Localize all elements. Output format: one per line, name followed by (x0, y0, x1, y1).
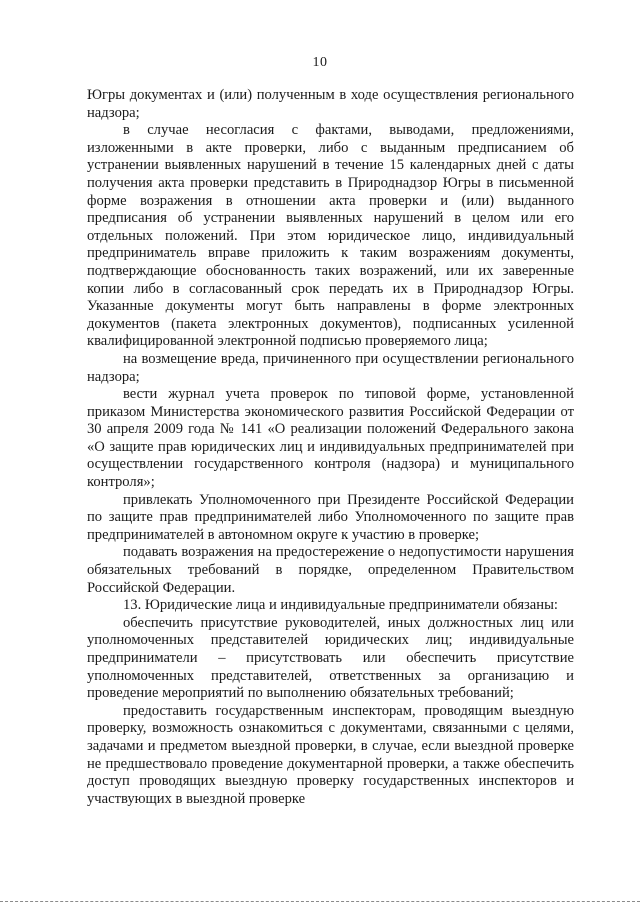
paragraph: на возмещение вреда, причиненного при осуществлении регионального надзора; (87, 350, 574, 385)
paragraph: привлекать Уполномоченного при Президенте Российской Федерации по защите прав предпринимателей либо Уполномоченного по защите прав предпринимателей в автономном округе к участию в проверке; (87, 491, 574, 543)
document-body (87, 87, 574, 808)
paragraph: подавать возражения на предостережение о недопустимости нарушения обязательных требований в порядке, определенном Правительством Российской Федерации. (87, 544, 574, 596)
paragraph: вести журнал учета проверок по типовой форме, установленной приказом Министерства экономического развития Российской Федерации от 30 апреля 2009 года № 141 «О реализации положений Федерального закона «О защите прав юридических лиц и индивидуальных предпринимателей при осуществлении государственного контроля (надзора) и муниципального контроля»; (87, 386, 574, 491)
paragraph: предоставить государственным инспекторам, проводящим выездную проверку, возможность ознакомиться с документами, связанными с целями, задачами и предметом выездной проверки, в случае, если выездной проверке не предшествовало проведение документарной проверки, а также обеспечить доступ проводящих выездную проверку государственных инспекторов и участвующих в выездной проверке (87, 702, 574, 807)
paragraph: Югры документах и (или) полученным в ходе осуществления регионального надзора; (87, 87, 574, 121)
page-number: 10 (312, 55, 328, 70)
paragraph: 13. Юридические лица и индивидуальные предприниматели обязаны: (123, 597, 558, 614)
scan-edge-line (0, 901, 640, 902)
paragraph: обеспечить присутствие руководителей, иных должностных лиц или уполномоченных представителей юридических лиц; индивидуальные предприниматели – присутствовать или обеспечить присутствие уполномоченных представителей, ответственных за организацию и проведение мероприятий по выполнению обязательных требований; (87, 614, 574, 702)
paragraph: в случае несогласия с фактами, выводами, предложениями, изложенными в акте проверки, либо с выданным предписанием об устранении выявленных нарушений в течение 15 календарных дней с даты получения акта проверки представить в Природнадзор Югры в письменной форме возражения в отношении акта проверки и (или) выданного предписания об устранении выявленных нарушений в целом или его отдельных положений. При этом юридическое лицо, индивидуальный предприниматель вправе приложить к таким возражениям документы, подтверждающие обоснованность таких возражений, или их заверенные копии либо в согласованный срок передать их в Природнадзор Югры. Указанные документы могут быть направлены в форме электронных документов (пакета электронных документов), подписанных усиленной квалифицированной электронной подписью проверяемого лица; (87, 122, 574, 350)
